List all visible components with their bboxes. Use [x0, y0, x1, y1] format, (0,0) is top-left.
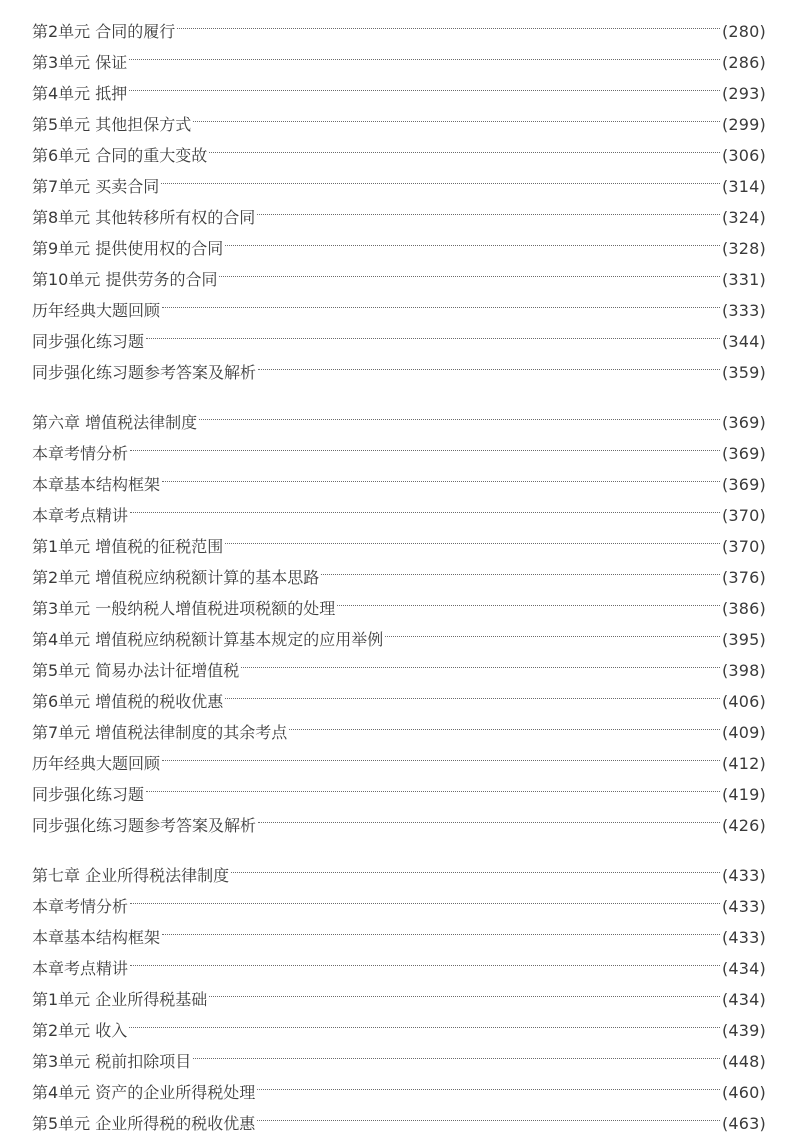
toc-entry-page-number: (369): [721, 413, 766, 432]
toc-entry-page-number: (419): [721, 785, 766, 804]
toc-entry-title: 第六章 增值税法律制度: [32, 413, 198, 432]
toc-entry-page-number: (412): [721, 754, 766, 773]
toc-entry-title: 第6单元 合同的重大变故: [32, 146, 208, 165]
toc-entry-page-number: (331): [721, 270, 766, 289]
toc-section-contract-law: [32, 6, 766, 382]
toc-entry-page-number: (426): [721, 816, 766, 835]
dot-leader: [193, 99, 720, 130]
toc-entry-title: 同步强化练习题参考答案及解析: [32, 363, 257, 382]
dot-leader: [146, 769, 720, 800]
toc-entry[interactable]: [32, 397, 766, 432]
dot-leader: [225, 521, 720, 552]
dot-leader: [209, 974, 720, 1005]
toc-entry-title: 历年经典大题回顾: [32, 754, 161, 773]
dot-leader: [199, 397, 720, 428]
toc-entry-page-number: (448): [721, 1052, 766, 1071]
dot-leader: [193, 1036, 720, 1067]
toc-entry-title: 第3单元 保证: [32, 53, 128, 72]
toc-entry-page-number: (433): [721, 928, 766, 947]
toc-entry[interactable]: [32, 68, 766, 103]
toc-entry-page-number: (286): [721, 53, 766, 72]
dot-leader: [130, 881, 720, 912]
toc-entry-page-number: (406): [721, 692, 766, 711]
toc-entry-title: 第8单元 其他转移所有权的合同: [32, 208, 256, 227]
dot-leader: [162, 912, 720, 943]
dot-leader: [162, 285, 720, 316]
toc-entry-title: 第2单元 合同的履行: [32, 22, 176, 41]
toc-entry-page-number: (434): [721, 959, 766, 978]
dot-leader: [337, 583, 720, 614]
toc-entry[interactable]: [32, 881, 766, 916]
toc-entry-title: 第4单元 抵押: [32, 84, 128, 103]
dot-leader: [241, 645, 720, 676]
toc-entry[interactable]: [32, 974, 766, 1009]
toc-entry[interactable]: [32, 912, 766, 947]
toc-entry[interactable]: [32, 850, 766, 885]
toc-entry-title: 第3单元 一般纳税人增值税进项税额的处理: [32, 599, 336, 618]
toc-entry[interactable]: [32, 1098, 766, 1133]
toc-entry-page-number: (463): [721, 1114, 766, 1133]
dot-leader: [289, 707, 720, 738]
toc-entry-title: 第7单元 增值税法律制度的其余考点: [32, 723, 288, 742]
dot-leader: [219, 254, 720, 285]
toc-entry[interactable]: [32, 521, 766, 556]
toc-entry-title: 第1单元 增值税的征税范围: [32, 537, 224, 556]
dot-leader: [258, 800, 720, 831]
toc-entry-title: 第5单元 其他担保方式: [32, 115, 192, 134]
toc-entry-title: 第3单元 税前扣除项目: [32, 1052, 192, 1071]
dot-leader: [130, 428, 720, 459]
toc-entry-title: 本章考情分析: [32, 444, 129, 463]
toc-entry-title: 第七章 企业所得税法律制度: [32, 866, 230, 885]
toc-entry-page-number: (314): [721, 177, 766, 196]
dot-leader: [257, 1067, 720, 1098]
dot-leader: [321, 552, 720, 583]
toc-entry-page-number: (376): [721, 568, 766, 587]
dot-leader: [258, 347, 720, 378]
toc-entry-title: 本章基本结构框架: [32, 475, 161, 494]
toc-entry-page-number: (433): [721, 866, 766, 885]
toc-entry-page-number: (398): [721, 661, 766, 680]
dot-leader: [177, 6, 720, 37]
toc-entry[interactable]: [32, 1036, 766, 1071]
dot-leader: [225, 676, 720, 707]
toc-entry-title: 第10单元 提供劳务的合同: [32, 270, 218, 289]
toc-entry-page-number: (370): [721, 537, 766, 556]
toc-entry-title: 第4单元 增值税应纳税额计算基本规定的应用举例: [32, 630, 384, 649]
toc-entry-page-number: (359): [721, 363, 766, 382]
toc-entry-title: 本章基本结构框架: [32, 928, 161, 947]
toc-entry[interactable]: [32, 428, 766, 463]
toc-entry-title: 第2单元 增值税应纳税额计算的基本思路: [32, 568, 320, 587]
toc-entry-page-number: (280): [721, 22, 766, 41]
toc-entry-page-number: (369): [721, 475, 766, 494]
dot-leader: [225, 223, 720, 254]
dot-leader: [130, 490, 720, 521]
toc-entry-title: 同步强化练习题参考答案及解析: [32, 816, 257, 835]
toc-entry-page-number: (344): [721, 332, 766, 351]
toc-entry[interactable]: [32, 1005, 766, 1040]
dot-leader: [129, 37, 720, 68]
toc-entry-page-number: (328): [721, 239, 766, 258]
dot-leader: [130, 943, 720, 974]
toc-entry-title: 第4单元 资产的企业所得税处理: [32, 1083, 256, 1102]
dot-leader: [257, 192, 720, 223]
toc-entry-page-number: (306): [721, 146, 766, 165]
toc-entry[interactable]: [32, 6, 766, 41]
table-of-contents: [32, 6, 766, 1133]
toc-entry-page-number: (395): [721, 630, 766, 649]
toc-entry-page-number: (460): [721, 1083, 766, 1102]
toc-entry-page-number: (439): [721, 1021, 766, 1040]
dot-leader: [257, 1098, 720, 1129]
toc-entry-page-number: (299): [721, 115, 766, 134]
toc-entry-page-number: (333): [721, 301, 766, 320]
toc-entry-page-number: (293): [721, 84, 766, 103]
toc-entry-title: 本章考点精讲: [32, 506, 129, 525]
toc-entry-page-number: (433): [721, 897, 766, 916]
dot-leader: [231, 850, 720, 881]
toc-entry-title: 本章考点精讲: [32, 959, 129, 978]
toc-entry-page-number: (386): [721, 599, 766, 618]
toc-entry-page-number: (324): [721, 208, 766, 227]
toc-entry-title: 第6单元 增值税的税收优惠: [32, 692, 224, 711]
toc-section-chapter-7: [32, 850, 766, 1133]
toc-entry-title: 第9单元 提供使用权的合同: [32, 239, 224, 258]
toc-entry-title: 第1单元 企业所得税基础: [32, 990, 208, 1009]
toc-entry-page-number: (434): [721, 990, 766, 1009]
toc-entry[interactable]: [32, 37, 766, 72]
toc-entry-title: 历年经典大题回顾: [32, 301, 161, 320]
toc-section-chapter-6: [32, 397, 766, 835]
toc-entry[interactable]: [32, 943, 766, 978]
dot-leader: [209, 130, 720, 161]
toc-entry-title: 第2单元 收入: [32, 1021, 128, 1040]
toc-entry-page-number: (369): [721, 444, 766, 463]
dot-leader: [146, 316, 720, 347]
dot-leader: [161, 161, 720, 192]
toc-entry-page-number: (409): [721, 723, 766, 742]
toc-entry-title: 第5单元 简易办法计征增值税: [32, 661, 240, 680]
dot-leader: [129, 1005, 720, 1036]
toc-entry[interactable]: [32, 459, 766, 494]
toc-entry-title: 同步强化练习题: [32, 785, 145, 804]
dot-leader: [162, 459, 720, 490]
toc-entry[interactable]: [32, 99, 766, 134]
toc-entry-page-number: (370): [721, 506, 766, 525]
toc-entry-title: 第7单元 买卖合同: [32, 177, 160, 196]
dot-leader: [129, 68, 720, 99]
toc-entry-title: 同步强化练习题: [32, 332, 145, 351]
toc-entry[interactable]: [32, 490, 766, 525]
dot-leader: [385, 614, 720, 645]
toc-entry-title: 第5单元 企业所得税的税收优惠: [32, 1114, 256, 1133]
dot-leader: [162, 738, 720, 769]
toc-entry-title: 本章考情分析: [32, 897, 129, 916]
